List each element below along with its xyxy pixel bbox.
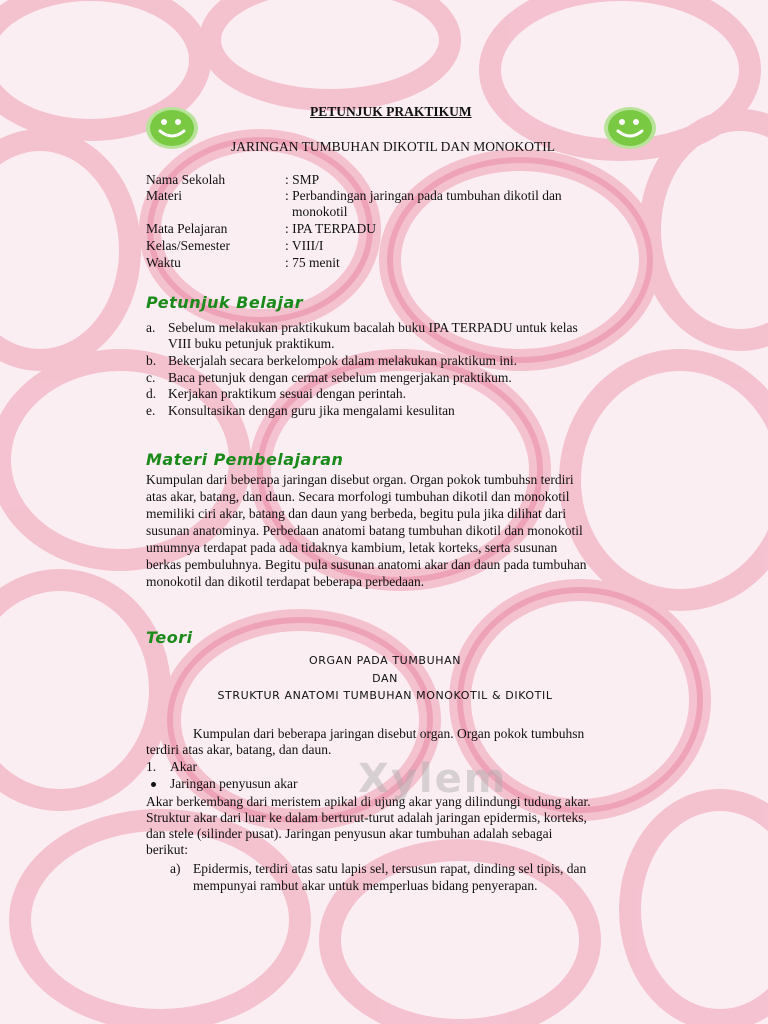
paragraph-line: Struktur akar dari luar ke dalam berturut-turut adalah jaringan epidermis, korteks, <box>146 810 587 825</box>
paragraph-line: umumnya terdapat pada ada tidaknya kambium, letak korteks, serta susunan <box>146 540 558 555</box>
paragraph-line: berkas pembuluhnya. Begitu pula susunan anatomi akar dan daun pada tumbuhan <box>146 557 587 572</box>
paragraph-line: atas akar, batang, dan daun. Secara morfologi tumbuhan dikotil dan monokotil <box>146 489 570 504</box>
teori-title-line: STRUKTUR ANATOMI TUMBUHAN MONOKOTIL & DIKOTIL <box>217 689 553 702</box>
info-value: : IPA TERPADU <box>285 221 377 236</box>
list-item: Bekerjalah secara berkelompok dalam melakukan praktikum ini. <box>168 353 517 368</box>
bullet-icon <box>151 782 156 787</box>
list-item: Sebelum melakukan praktikukum bacalah buku IPA TERPADU untuk kelas <box>168 320 578 335</box>
list-marker: a. <box>146 320 156 335</box>
list-item: VIII buku petunjuk praktikum. <box>168 336 335 351</box>
smiley-icon <box>602 104 658 152</box>
paragraph-line: Akar berkembang dari meristem apikal di ujung akar yang dilindungi tudung akar. <box>146 794 591 809</box>
list-item: Jaringan penyusun akar <box>170 776 298 791</box>
list-item: Epidermis, terdiri atas satu lapis sel, tersusun rapat, dinding sel tipis, dan <box>193 861 587 876</box>
paragraph-line: berikut: <box>146 842 188 857</box>
list-item: Kerjakan praktikum sesuai dengan perintah. <box>168 386 407 401</box>
info-value: : SMP <box>285 172 320 187</box>
list-item: Akar <box>170 759 197 774</box>
list-item: mempunyai rambut akar untuk memperluas bidang penyerapan. <box>193 878 538 893</box>
section-heading-materi: Materi Pembelajaran <box>146 450 344 469</box>
paragraph-line: terdiri atas akar, batang, dan daun. <box>146 742 332 757</box>
paragraph-line: Kumpulan dari beberapa jaringan disebut organ. Organ pokok tumbuhsn <box>193 726 585 741</box>
teori-title-line: ORGAN PADA TUMBUHAN <box>308 654 462 667</box>
info-value: : VIII/I <box>285 238 324 253</box>
list-marker: d. <box>146 386 157 401</box>
list-marker: e. <box>146 403 156 418</box>
list-item: Konsultasikan dengan guru jika mengalami kesulitan <box>168 403 455 418</box>
info-label: Mata Pelajaran <box>146 221 228 236</box>
paragraph-line: memiliki ciri akar, batang dan daun yang berbeda, begitu pula jika dilihat dari <box>146 506 567 521</box>
teori-title-line: DAN <box>372 672 398 685</box>
page-title: PETUNJUK PRAKTIKUM <box>310 104 472 119</box>
list-item: Baca petunjuk dengan cermat sebelum mengerjakan praktikum. <box>168 370 512 385</box>
info-label: Kelas/Semester <box>146 238 230 253</box>
info-label: Materi <box>146 188 182 203</box>
page-subtitle: JARINGAN TUMBUHAN DIKOTIL DAN MONOKOTIL <box>231 139 555 154</box>
info-value: : Perbandingan jaringan pada tumbuhan dikotil dan <box>285 188 562 203</box>
list-marker: 1. <box>146 759 157 774</box>
smiley-icon <box>144 104 200 152</box>
paragraph-line: dan stele (silinder pusat). Jaringan penyusun akar tumbuhan adalah sebagai <box>146 826 553 841</box>
info-value: : 75 menit <box>285 255 340 270</box>
list-marker: c. <box>146 370 156 385</box>
info-value: monokotil <box>292 204 348 219</box>
info-label: Nama Sekolah <box>146 172 226 187</box>
section-heading-petunjuk: Petunjuk Belajar <box>146 293 304 312</box>
paragraph-line: Kumpulan dari beberapa jaringan disebut organ. Organ pokok tumbuhsn terdiri <box>146 472 574 487</box>
list-marker: b. <box>146 353 157 368</box>
watermark: Xylem <box>358 756 508 802</box>
info-label: Waktu <box>146 255 181 270</box>
paragraph-line: susunan anatominya. Perbedaan anatomi batang tumbuhan dikotil dan monokotil <box>146 523 583 538</box>
paragraph-line: monokotil dan dikotil terdapat beberapa perbedaan. <box>146 574 425 589</box>
list-marker: a) <box>170 861 181 876</box>
section-heading-teori: Teori <box>146 628 193 647</box>
